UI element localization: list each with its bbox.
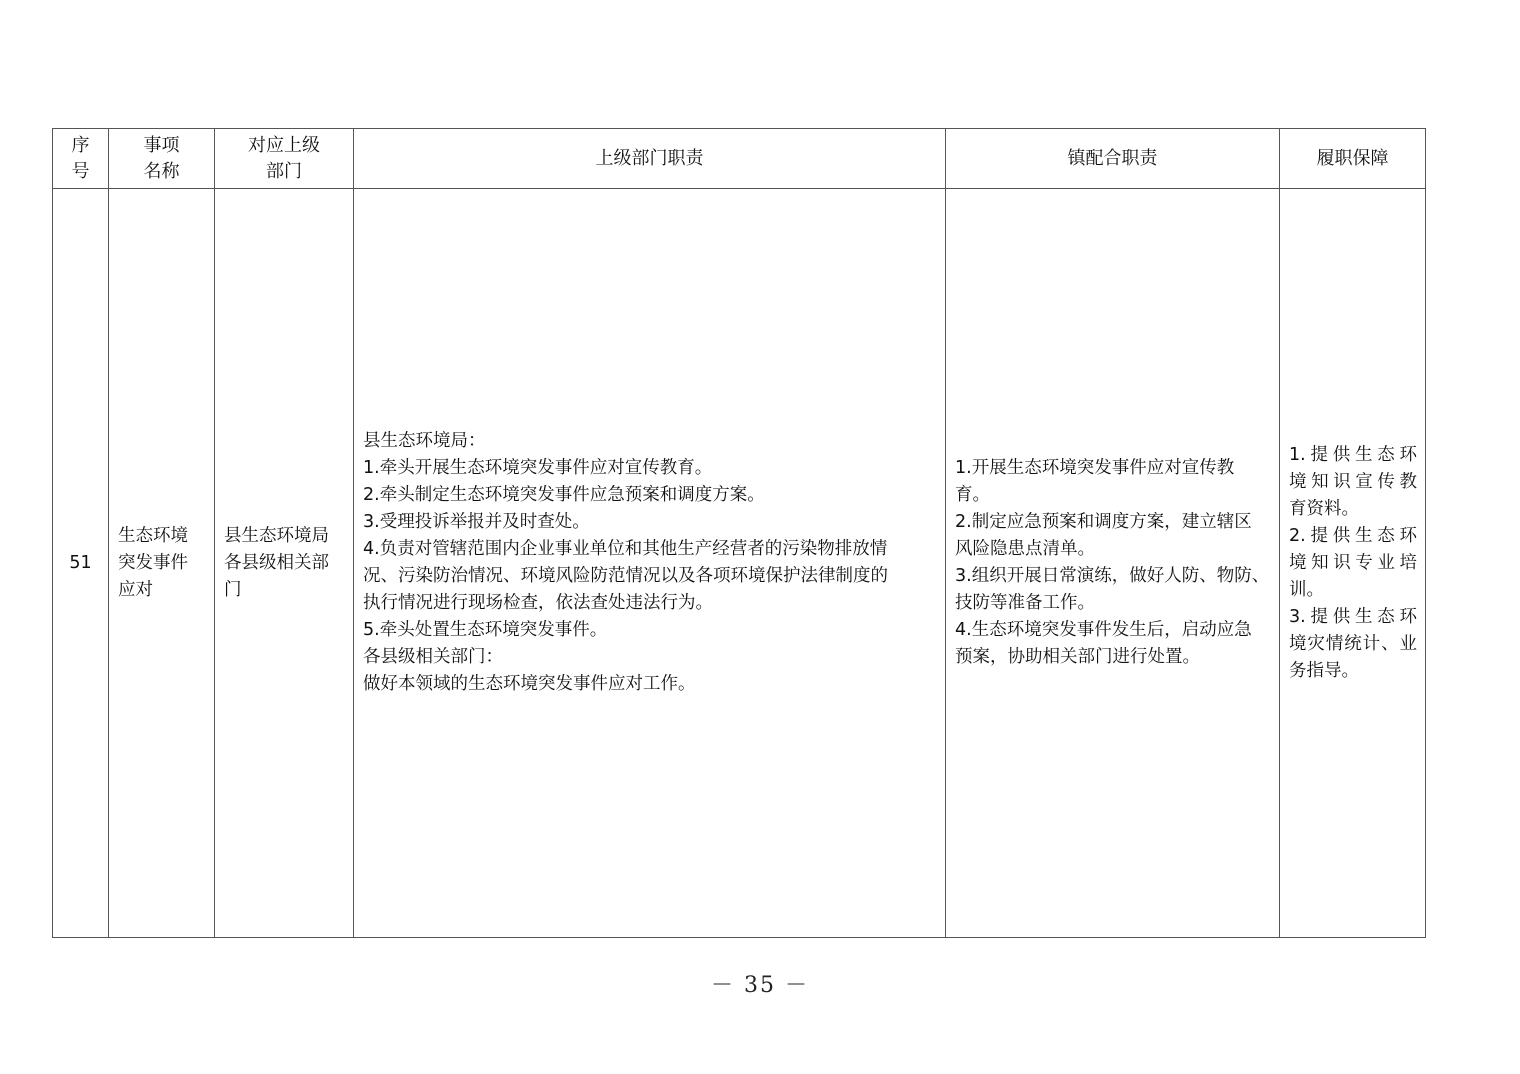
- upper-duty-line: 执行情况进行现场检查，依法查处违法行为。: [363, 593, 713, 613]
- header-guarantee: 履职保障: [1280, 129, 1426, 189]
- duty-table: [52, 128, 1426, 938]
- guarantee-line: 3.提供生态环: [1289, 606, 1417, 627]
- town-duty-line: 1.开展生态环境突发事件应对宣传教: [955, 458, 1235, 478]
- town-duty-line: 4.生态环境突发事件发生后，启动应急: [955, 620, 1252, 640]
- cell-item-name: 生态环境 突发事件 应对: [109, 189, 215, 938]
- cell-upper-duty: [354, 189, 946, 938]
- table-header-row: [53, 129, 1426, 189]
- upper-duty-line: 2.牵头制定生态环境突发事件应急预案和调度方案。: [363, 485, 765, 505]
- header-item-name: 事项 名称: [109, 129, 215, 189]
- guarantee-line: 训。: [1289, 579, 1324, 600]
- upper-duty-line: 县生态环境局：: [363, 431, 486, 451]
- guarantee-line: 境知识专业培: [1289, 552, 1417, 573]
- upper-duty-line: 况、污染防治情况、环境风险防范情况以及各项环境保护法律制度的: [363, 566, 888, 586]
- guarantee-line: 2.提供生态环: [1289, 525, 1417, 546]
- header-upper-duty: 上级部门职责: [354, 129, 946, 189]
- header-town-duty: 镇配合职责: [946, 129, 1280, 189]
- town-duty-line: 3.组织开展日常演练，做好人防、物防、: [955, 566, 1270, 586]
- cell-guarantee: [1280, 189, 1426, 938]
- upper-duty-line: 3.受理投诉举报并及时查处。: [363, 512, 590, 532]
- cell-no: 51: [53, 189, 109, 938]
- upper-duty-line: 各县级相关部门：: [363, 647, 503, 667]
- table-row: [53, 189, 1426, 938]
- page-number: － 35 －: [711, 973, 809, 998]
- header-no: 序 号: [53, 129, 109, 189]
- town-duty-line: 技防等准备工作。: [955, 593, 1095, 613]
- guarantee-line: 1.提供生态环: [1289, 444, 1417, 465]
- guarantee-line: 境灾情统计、业: [1289, 633, 1417, 654]
- upper-duty-line: 做好本领域的生态环境突发事件应对工作。: [363, 674, 696, 694]
- cell-town-duty: [946, 189, 1280, 938]
- guarantee-line: 境知识宣传教: [1289, 471, 1417, 492]
- upper-duty-line: 1.牵头开展生态环境突发事件应对宣传教育。: [363, 458, 713, 478]
- town-duty-line: 2.制定应急预案和调度方案，建立辖区: [955, 512, 1252, 532]
- upper-duty-line: 5.牵头处置生态环境突发事件。: [363, 620, 608, 640]
- guarantee-line: 育资料。: [1289, 498, 1359, 519]
- town-duty-line: 风险隐患点清单。: [955, 539, 1095, 559]
- guarantee-line: 务指导。: [1289, 660, 1359, 681]
- cell-upper-dept: 县生态环境局 各县级相关部 门: [215, 189, 354, 938]
- header-upper-dept: 对应上级 部门: [215, 129, 354, 189]
- town-duty-line: 预案，协助相关部门进行处置。: [955, 647, 1200, 667]
- upper-duty-line: 4.负责对管辖范围内企业事业单位和其他生产经营者的污染物排放情: [363, 539, 888, 559]
- town-duty-line: 育。: [955, 485, 990, 505]
